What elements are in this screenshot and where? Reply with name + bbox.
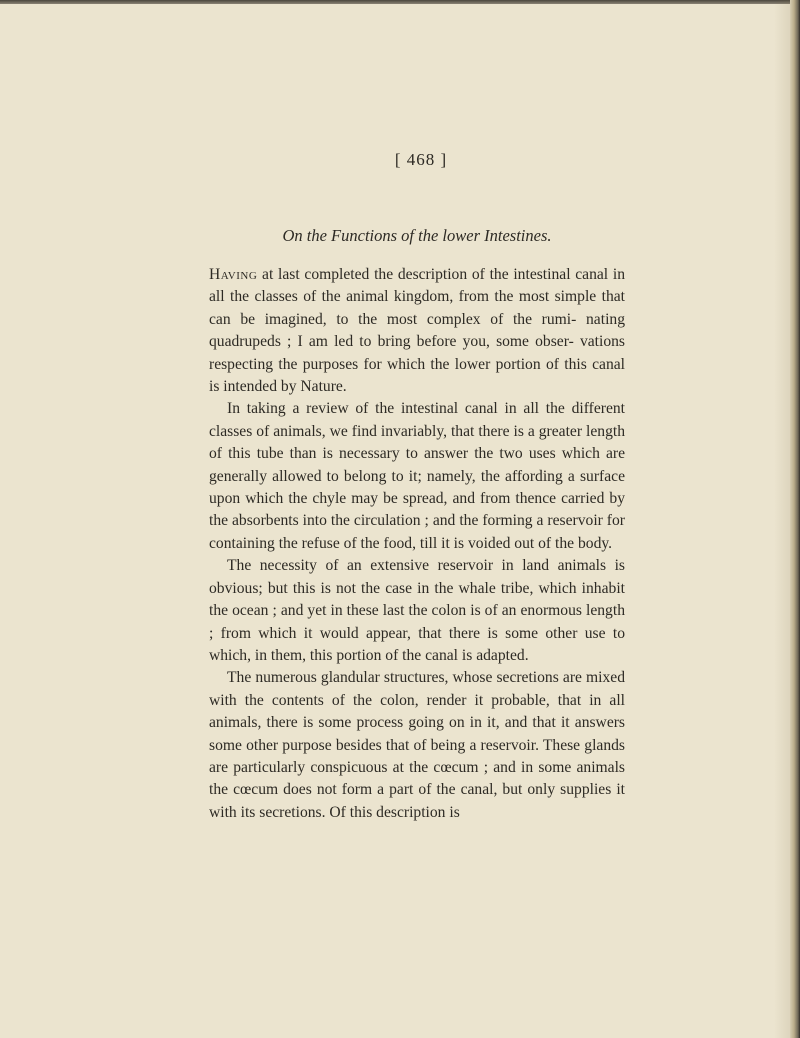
paragraph-3: The necessity of an extensive reservoir in land animals is obvious; but this is not the case in the whale tribe, which inhabit the ocean ; and yet in these last the colon is of an enormous length ; from which it would appear, that there is some other use to which, in them, this portion of the canal is adapted. (209, 557, 625, 664)
paragraph-2: In taking a review of the intestinal canal in all the different classes of animals, we find invariably, that there is a greater length of this tube than is necessary to answer the two uses which are generally allowed to belong to it; namely, the affording a surface upon which the chyle may be spread, and from thence carried by the absorbents into the circulation ; and the forming a reservoir for containing the refuse of the food, till it is voided out of the body. (209, 400, 625, 552)
page-gutter-shadow (774, 0, 790, 1038)
paragraph-4: The numerous glandular structures, whose secretions are mixed with the contents of the colon, render it probable, that in all animals, there is some process going on in it, and that it answers some other purpose besides that of being a reservoir. These glands are particularly conspicuous at the cœcum ; and in some animals the cœcum does not form a part of the canal, but only supplies it with its secretions. Of this description is (209, 669, 625, 821)
page-right-edge (790, 0, 800, 1038)
paragraph-1 (209, 264, 625, 398)
page-number: [ 468 ] (394, 150, 448, 169)
paragraph-1-text: at last completed the description of the intestinal canal in all the classes of the animal kingdom, from the most simple that can be imagined, to the most complex of the rumi- nating quadrupeds ; I am led to bring before you, some obser- vations respecting the purposes for which the lower portion of this canal is intended by Nature. (209, 266, 625, 396)
text-column (209, 150, 625, 824)
section-heading: On the Functions of the lower Intestines. (282, 226, 552, 245)
top-edge-rule (0, 0, 800, 4)
opening-word: Having (209, 266, 258, 283)
